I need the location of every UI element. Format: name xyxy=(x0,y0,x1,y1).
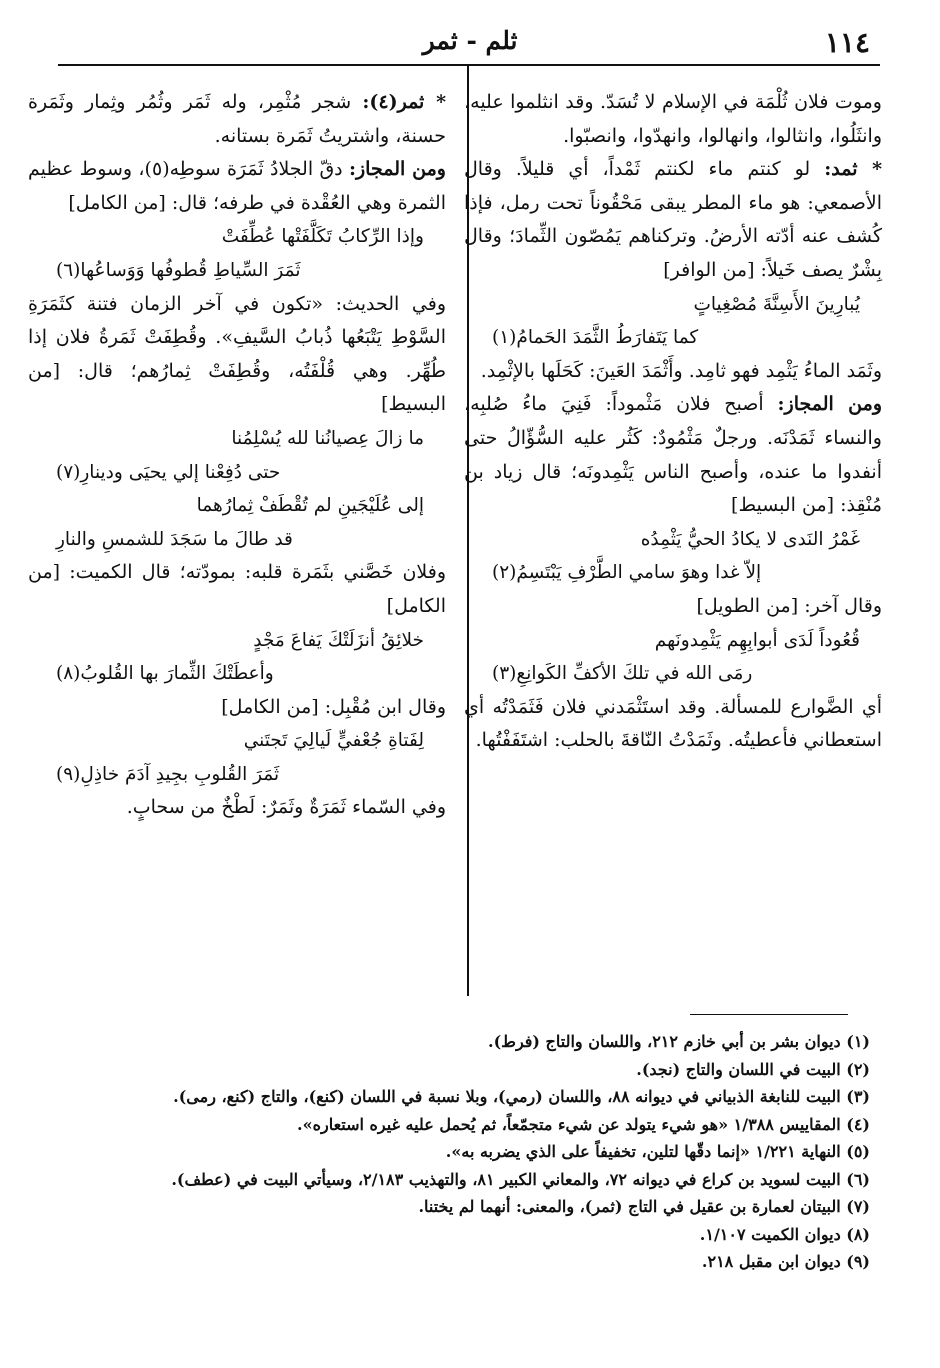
paragraph-text: وفي الحديث: «تكون في آخر الزمان فتنة كثَمَرَةِ السَّوْطِ يَتْبَعُها ذُبابُ السَّيفِ». وقُطِفَتْ ثَمَرةُ فلان إذا طُهِّر. وهي قُلْفَتُه، وقُطِفَتْ ثِمارُهم؛ قال: [من البسيط] xyxy=(28,292,446,416)
verse-first-hemistich: إلى عُلَيْجَينِ لم تُقْطَفْ ثِمارُهما xyxy=(196,495,424,517)
footnote: (٢) البيت في اللسان والتاج (نجد). xyxy=(636,1059,870,1079)
paragraph-text: وفي السّماء ثَمَرَةٌ وثَمَرٌ: لَطْخٌ من سحابٍ. xyxy=(126,796,446,819)
verse-first-hemistich: ما زالَ عِصيانُنا لله يُسْلِمُنا xyxy=(231,427,424,449)
verse-second-hemistich: رمَى الله في تلكَ الأكفِّ الكَوانِعِ(٣) xyxy=(492,663,753,685)
entry-heading: ومن المجاز: xyxy=(348,158,446,181)
paragraph-text: وموت فلان ثُلْمَة في الإسلام لا تُسَدّ. وقد انثلموا عليه، وانثَلُوا، وانثالوا، وانهالوا، وانهدّوا، وانصبّوا. xyxy=(464,91,882,147)
paragraph-text: شجر مُثْمِر، وله ثَمَر وثُمُر وثِمار وثَمَرة حسنة، واشتريتُ ثَمَرة بستانه. xyxy=(28,91,446,147)
paragraph-text: دقّ الجلادُ ثَمَرَة سوطِه(٥)، وسوط عظيم الثمرة وهي العُقْدة في طرفه؛ قال: [من الكامل] xyxy=(28,158,446,214)
footnote: (٩) ديوان ابن مقبل ٢١٨. xyxy=(701,1252,870,1271)
footnote: (٤) المقاييس ١/٣٨٨ «هو شيء يتولد عن شيء متجمّعاً، ثم يُحمل عليه غيره استعاره». xyxy=(297,1114,870,1134)
verse-second-hemistich: ثَمَرَ السِّياطِ قُطوفُها وَوَساعُها(٦) xyxy=(56,259,301,281)
paragraph xyxy=(464,590,882,624)
paragraph xyxy=(464,153,882,287)
verse-first-hemistich: لِفَتاةِ جُعْفيٍّ لَيالِيَ تَجتَني xyxy=(243,730,424,752)
footnote: (٣) البيت للنابغة الذبياني في ديوانه ٨٨، واللسان (رمي)، وبلا نسبة في اللسان (كنع)، والتاج (كنع، رمى). xyxy=(173,1087,870,1106)
footnote: (٦) البيت لسويد بن كراع في ديوانه ٧٢، والمعاني الكبير ٨١، والتهذيب ٢/١٨٣، وسيأتي البيت في (عطف). xyxy=(171,1169,870,1189)
paragraph xyxy=(28,791,446,825)
paragraph xyxy=(28,153,446,220)
paragraph xyxy=(28,86,446,153)
paragraph xyxy=(464,355,882,389)
footnote: (١) ديوان بشر بن أبي خازم ٢١٢، واللسان والتاج (فرط). xyxy=(488,1032,870,1051)
left-column xyxy=(28,86,446,825)
verse-second-hemistich: إلاّ غدا وهوَ سامي الطَّرْفِ يَبْتَسِمُ(٢) xyxy=(492,562,762,584)
page-title: ثلم - ثمر xyxy=(422,26,518,55)
paragraph xyxy=(28,691,446,725)
footnote: (٥) النهاية ١/٢٢١ «إنما دقّها لتلين، تخفيفاً على الذي يضربه به». xyxy=(445,1142,870,1161)
paragraph xyxy=(28,556,446,623)
verse-second-hemistich: وأعطَتْكَ الثِّمارَ بها القُلوبُ(٨) xyxy=(56,663,274,685)
paragraph xyxy=(464,388,882,522)
verse-first-hemistich: وإذا الرِّكابُ تَكَلَّفَتْها عُطِّفَتْ xyxy=(221,226,424,248)
footnote: (٧) البيتان لعمارة بن عقيل في التاج (ثمر)، والمعنى: أنهما لم يختنا. xyxy=(418,1197,870,1216)
entry-heading: * ثمد: xyxy=(824,158,883,181)
entry-heading: ومن المجاز: xyxy=(777,393,882,416)
footnote: (٨) ديوان الكميت ١/١٠٧. xyxy=(699,1224,870,1244)
footnote-rule xyxy=(690,1014,848,1015)
verse-first-hemistich: قُعُوداً لَدَى أبوابِهِم يَثْمِدونَهم xyxy=(654,629,860,651)
paragraph-text: وقال آخر: [من الطويل] xyxy=(696,594,882,617)
paragraph-text: وقال ابن مُقْبِل: [من الكامل] xyxy=(221,695,446,718)
footnotes xyxy=(70,1028,870,1276)
paragraph-text: وفلان خَصَّني بثَمَرة قلبه: بمودّته؛ قال الكميت: [من الكامل] xyxy=(28,561,446,617)
verse-second-hemistich: ثَمَرَ القُلوبِ بجِيدِ آدَمَ خاذِلِ(٩) xyxy=(56,763,280,785)
right-column xyxy=(464,86,882,758)
verse-second-hemistich: قد طالَ ما سَجَدَ للشمسِ والنارِ xyxy=(56,528,293,550)
header-rule xyxy=(58,64,880,66)
verse-first-hemistich: غَمْرُ النَدى لا يكادُ الحيُّ يَثْمِدُه xyxy=(640,528,860,550)
paragraph-text: لو كنتم ماء لكنتم ثَمْداً، أي قليلاً. وقال الأصمعي: هو ماء المطر يبقى مَحْقُوناً تحت رمل، فإذا كُشف عنه أدّته الأرضُ. وتركناهم يَمُصّون الثِّمادَ؛ وقال بِشْرٌ يصف خَيلاً: [من الوافر] xyxy=(464,158,882,281)
paragraph xyxy=(464,86,882,153)
verse-second-hemistich: كما يَتَفارَطُ الثَّمَدَ الحَمامُ(١) xyxy=(492,327,699,349)
paragraph-text: وثَمَد الماءُ يَثْمِد فهو ثامِد. وأَثْمَدَ العَينَ: كَحَلَها بالإثْمِد. xyxy=(480,359,882,382)
page-number: ١١٤ xyxy=(824,26,870,59)
verse-first-hemistich: خلائِقُ أنزَلَتْكَ يَفاعَ مَجْدٍ xyxy=(253,629,424,651)
entry-heading: * ثمر(٤): xyxy=(362,91,446,113)
verse-first-hemistich: يُبارِينَ الأَسِنَّةَ مُصْغِياتٍ xyxy=(693,293,860,315)
paragraph-text: أي الضَّوارع للمسألة. وقد استَثْمَدني فلان فَثَمَدْتُه أي استعطاني فأعطيتُه. وثَمَدْتُ النّاقةَ بالحلب: اشتَفَفْتُها. xyxy=(464,695,882,752)
page-header xyxy=(60,18,880,62)
paragraph xyxy=(28,288,446,422)
verse-second-hemistich: حتى دُفِعْنا إلي يحيَى ودينارِ(٧) xyxy=(56,461,281,483)
paragraph-text: أصبح فلان مَثْموداً: فَنِيَ ماءُ صُلبِه، والنساء ثَمَدْنَه. ورجلٌ مَثْمُودٌ: كَثُر عليه السُّؤّالُ حتى أنفدوا ما عنده، وأصبح الناس يَثْمِدونَه؛ قال زياد بن مُنْقِذ: [من البسيط] xyxy=(464,393,882,517)
paragraph xyxy=(464,691,882,758)
